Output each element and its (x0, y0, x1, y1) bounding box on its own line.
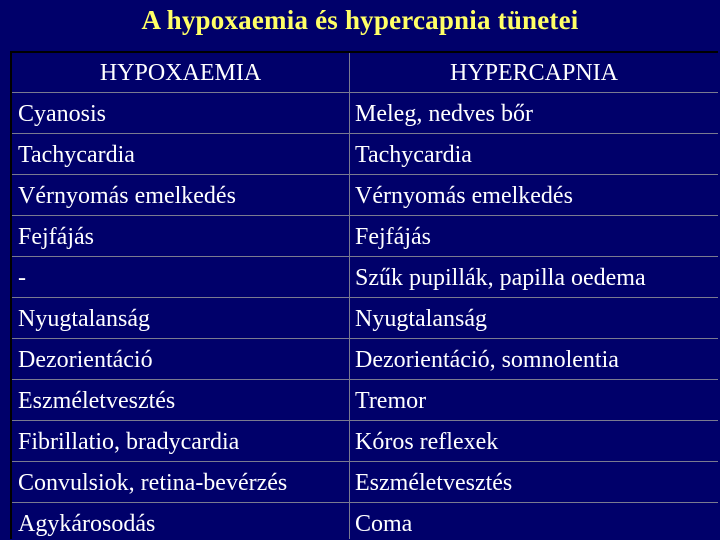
table-row (12, 422, 718, 462)
table-row (12, 94, 718, 134)
hypoxaemia-cell: - (18, 265, 26, 291)
hypoxaemia-cell: Nyugtalanság (18, 306, 150, 332)
table-row (12, 176, 718, 216)
header-hypoxaemia: HYPOXAEMIA (99, 60, 262, 86)
hypercapnia-cell: Tachycardia (355, 142, 472, 168)
slide-title: A hypoxaemia és hypercapnia tünetei (141, 5, 579, 35)
hypoxaemia-cell: Fibrillatio, bradycardia (18, 429, 240, 455)
hypercapnia-cell: Eszméletvesztés (355, 470, 513, 496)
table-row (12, 504, 718, 540)
hypercapnia-cell: Dezorientáció, somnolentia (355, 347, 619, 373)
table-row (12, 340, 718, 380)
hypercapnia-cell: Meleg, nedves bőr (355, 101, 533, 127)
symptoms-table (10, 51, 718, 539)
hypoxaemia-cell: Eszméletvesztés (18, 388, 176, 414)
table-row (12, 258, 718, 298)
hypercapnia-cell: Nyugtalanság (355, 306, 487, 332)
hypoxaemia-cell: Tachycardia (18, 142, 135, 168)
table-row (12, 217, 718, 257)
hypercapnia-cell: Vérnyomás emelkedés (355, 183, 573, 209)
hypoxaemia-cell: Convulsiok, retina-bevérzés (18, 470, 288, 496)
table-header-row (12, 53, 718, 93)
table-row (12, 463, 718, 503)
hypercapnia-cell: Kóros reflexek (355, 429, 499, 455)
hypercapnia-cell: Fejfájás (355, 224, 431, 250)
hypercapnia-cell: Coma (355, 511, 413, 537)
table-row (12, 381, 718, 421)
table-row (12, 299, 718, 339)
hypercapnia-cell: Tremor (355, 388, 427, 414)
hypoxaemia-cell: Dezorientáció (18, 347, 153, 373)
hypoxaemia-cell: Cyanosis (18, 101, 107, 127)
table-row (12, 135, 718, 175)
hypercapnia-cell: Szűk pupillák, papilla oedema (355, 265, 646, 291)
hypoxaemia-cell: Fejfájás (18, 224, 94, 250)
header-hypercapnia: HYPERCAPNIA (449, 60, 619, 86)
hypoxaemia-cell: Agykárosodás (18, 511, 156, 537)
hypoxaemia-cell: Vérnyomás emelkedés (18, 183, 236, 209)
